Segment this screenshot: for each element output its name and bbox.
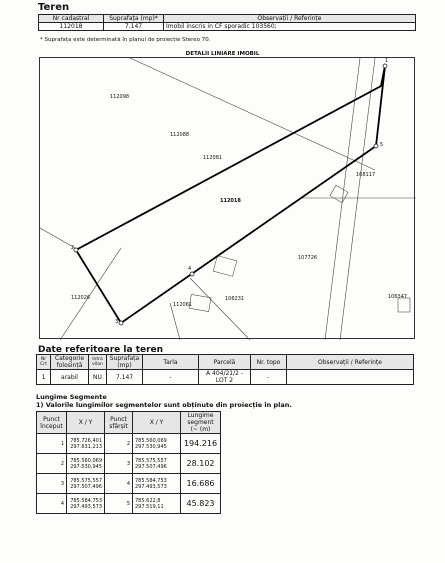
cell-categorie: arabil — [51, 370, 89, 385]
parcel-label: 107726 — [298, 255, 318, 261]
date-ref-table — [36, 354, 414, 385]
header-suprafata: Suprafața (mp)* — [104, 15, 164, 23]
table-row — [37, 434, 221, 454]
cell-nr-crt: 1 — [37, 370, 51, 385]
parcel-label: 112081 — [203, 155, 223, 161]
plan-drawing — [39, 57, 415, 339]
point-marker-2 — [74, 248, 78, 252]
cell-xy2: 785.560,069 297.530,945 — [133, 434, 181, 454]
parcel-points — [74, 64, 387, 325]
header-tarla: Tarla — [143, 355, 199, 370]
segmente-table — [36, 411, 221, 514]
header-punct-inceput: Punct început — [37, 412, 67, 434]
building-outlines — [189, 185, 410, 312]
header-observatii: Observații / Referințe — [164, 15, 416, 23]
cell-observatii — [287, 370, 414, 385]
cell-xy2: 785.622,8 297.519,11 — [133, 494, 181, 514]
header-punct-sfarsit: Punct sfârșit — [105, 412, 133, 434]
parcel-label: 112098 — [110, 94, 130, 100]
cell-p1: 4 — [37, 494, 67, 514]
point-marker-3 — [119, 321, 123, 325]
cell-xy1: 785.560,069 297.530,945 — [67, 454, 105, 474]
cell-xy2: 785.584,753 297.493,573 — [133, 474, 181, 494]
cell-xy1: 785.584,753 297.493,573 — [67, 494, 105, 514]
point-label: 5 — [380, 142, 384, 148]
point-marker-1 — [383, 64, 387, 68]
cell-p2: 5 — [105, 494, 133, 514]
cell-p2: 3 — [105, 454, 133, 474]
teren-footnote: * Suprafața este determinată în planul de proiecție Stereo 70. — [40, 37, 211, 43]
cell-xy2: 785.575,557 297.507,496 — [133, 454, 181, 474]
header-intravilan: Intra vilan — [89, 355, 107, 370]
teren-table — [38, 14, 416, 31]
cell-xy1: 785.726,401 297.631,213 — [67, 434, 105, 454]
point-marker-4 — [190, 272, 194, 276]
table-row — [37, 474, 221, 494]
header-nr-topo: Nr. topo — [251, 355, 287, 370]
cell-observatii: Imobil inscris in CF sporadic 103560; — [164, 23, 416, 31]
header-categorie: Categorie folosință — [51, 355, 89, 370]
cell-nr-cadastral: 112018 — [39, 23, 104, 31]
cell-length: 16.686 — [181, 474, 221, 494]
table-row — [37, 454, 221, 474]
cell-suprafata: 7.147 — [107, 370, 143, 385]
cell-p1: 2 — [37, 454, 67, 474]
header-xy-1: X / Y — [67, 412, 105, 434]
point-label: 1 — [385, 58, 389, 64]
parcel-label: 108117 — [356, 172, 376, 178]
section-title-date-ref: Date referitoare la teren — [38, 345, 164, 355]
header-observatii: Observații / Referințe — [287, 355, 414, 370]
parcel-outline — [76, 66, 385, 323]
cell-intravilan: NU — [89, 370, 107, 385]
header-suprafata: Suprafața (mp) — [107, 355, 143, 370]
cell-xy1: 785.575,557 297.507,496 — [67, 474, 105, 494]
cell-length: 45.823 — [181, 494, 221, 514]
cell-tarla: - — [143, 370, 199, 385]
plan-title: DETALII LINIARE IMOBIL — [185, 51, 260, 57]
header-nr-cadastral: Nr cadastral — [39, 15, 104, 23]
cell-suprafata: 7.147 — [104, 23, 164, 31]
point-label: 4 — [188, 266, 192, 272]
point-label: 2 — [71, 245, 75, 251]
section-title-segmente: Lungime Segmente — [36, 393, 107, 401]
cell-length: 194.216 — [181, 434, 221, 454]
cell-parcela: A 404/21/2 - LOT 2 — [199, 370, 251, 385]
point-marker-5 — [374, 144, 378, 148]
parcel-label-main: 112018 — [220, 198, 241, 204]
section-title-teren: Teren — [38, 2, 70, 13]
parcel-label: 112061 — [173, 302, 193, 308]
header-xy-2: X / Y — [133, 412, 181, 434]
table-row — [37, 494, 221, 514]
parcel-label: 112088 — [170, 132, 190, 138]
cell-p1: 3 — [37, 474, 67, 494]
segmente-subtitle: 1) Valorile lungimilor segmentelor sunt obținute din proiecție în plan. — [36, 401, 292, 409]
cell-p1: 1 — [37, 434, 67, 454]
cell-nr-topo: - — [251, 370, 287, 385]
header-lungime: Lungime segment (~ (m) — [181, 412, 221, 434]
cell-p2: 4 — [105, 474, 133, 494]
header-nr-crt: Nr Crt — [37, 355, 51, 370]
point-label: 3 — [115, 319, 119, 325]
parcel-label: 106347 — [388, 294, 408, 300]
parcel-label: 112026 — [71, 295, 91, 301]
header-parcela: Parcelă — [199, 355, 251, 370]
cell-length: 28.102 — [181, 454, 221, 474]
parcel-label: 106231 — [225, 296, 245, 302]
cell-p2: 2 — [105, 434, 133, 454]
